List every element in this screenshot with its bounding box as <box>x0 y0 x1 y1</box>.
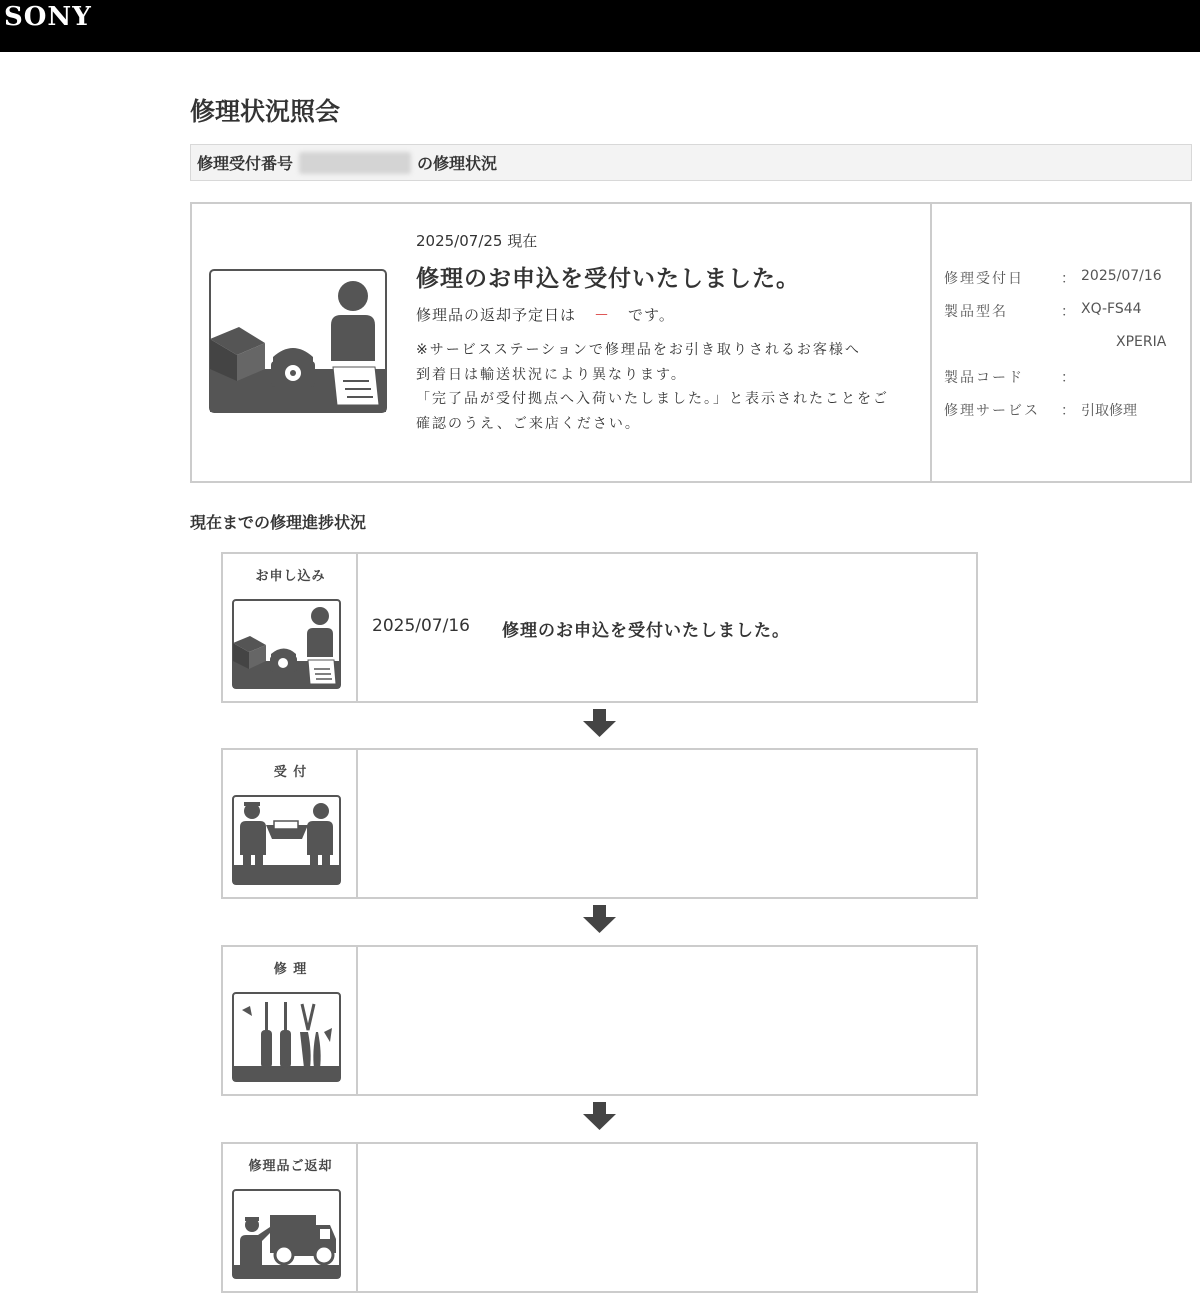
step-date: 2025/07/16 <box>372 616 470 636</box>
application-desk-icon <box>232 599 341 689</box>
arrow-down-icon <box>583 709 616 737</box>
status-message: 修理のお申込を受付いたしました。 <box>416 266 800 292</box>
return-date-label: 修理品の返却予定日は <box>416 306 577 324</box>
repair-number-label: 修理受付番号 <box>197 154 294 173</box>
status-date: 2025/07/25 現在 <box>416 232 538 250</box>
step-icon-cell <box>223 554 358 701</box>
repair-number-bar <box>190 144 1192 181</box>
info-colon: ： <box>1061 271 1075 287</box>
application-desk-icon <box>209 269 387 413</box>
model-name-value: XPERIA <box>1116 334 1167 350</box>
progress-step-reception <box>221 748 978 899</box>
arrow-down-icon <box>583 905 616 933</box>
repair-status-suffix: の修理状況 <box>417 154 498 173</box>
repair-date-value: 2025/07/16 <box>1081 268 1162 284</box>
handover-icon <box>232 795 341 885</box>
step-message: 修理のお申込を受付いたしました。 <box>502 621 790 641</box>
current-status-panel <box>190 202 1192 483</box>
sony-logo[interactable]: SONY <box>4 2 92 32</box>
info-colon: ： <box>1061 304 1075 320</box>
arrow-down-icon <box>583 1102 616 1130</box>
panel-divider <box>930 204 932 481</box>
repair-date-label: 修理受付日 <box>944 271 1024 287</box>
return-date-suffix: です。 <box>628 306 675 324</box>
service-value: 引取修理 <box>1081 403 1137 419</box>
progress-title: 現在までの修理進捗状況 <box>190 513 367 532</box>
step-label: お申し込み <box>255 569 326 584</box>
progress-step-repair <box>221 945 978 1096</box>
step-label: 受 付 <box>273 765 308 780</box>
model-label: 製品型名 <box>944 304 1008 320</box>
notice-line-3: 「完了品が受付拠点へ入荷いたしました。」と表示されたことをご確認のうえ、ご来店ください。 <box>416 391 889 432</box>
step-icon-cell <box>223 750 358 897</box>
pickup-notice <box>416 338 896 436</box>
notice-line-2: 到着日は輸送状況により異なります。 <box>416 366 687 383</box>
model-value: XQ-FS44 <box>1081 301 1142 317</box>
notice-line-1: ※サービスステーションで修理品をお引き取りされるお客様へ <box>416 342 861 358</box>
step-icon-cell <box>223 947 358 1094</box>
progress-step-application <box>221 552 978 703</box>
step-label: 修 理 <box>273 962 308 977</box>
product-code-label: 製品コード <box>944 370 1024 386</box>
step-label: 修理品ご返却 <box>248 1159 333 1174</box>
service-label: 修理サービス <box>944 403 1040 419</box>
info-colon: ： <box>1061 370 1075 386</box>
progress-step-return <box>221 1142 978 1293</box>
return-date-value: － <box>594 306 611 324</box>
return-date-line <box>416 304 675 325</box>
info-colon: ： <box>1061 403 1075 419</box>
header-bar <box>0 0 1200 52</box>
page-title: 修理状況照会 <box>190 97 341 126</box>
delivery-truck-icon <box>232 1189 341 1279</box>
redacted-repair-number <box>299 152 411 174</box>
step-icon-cell <box>223 1144 358 1291</box>
tools-icon <box>232 992 341 1082</box>
